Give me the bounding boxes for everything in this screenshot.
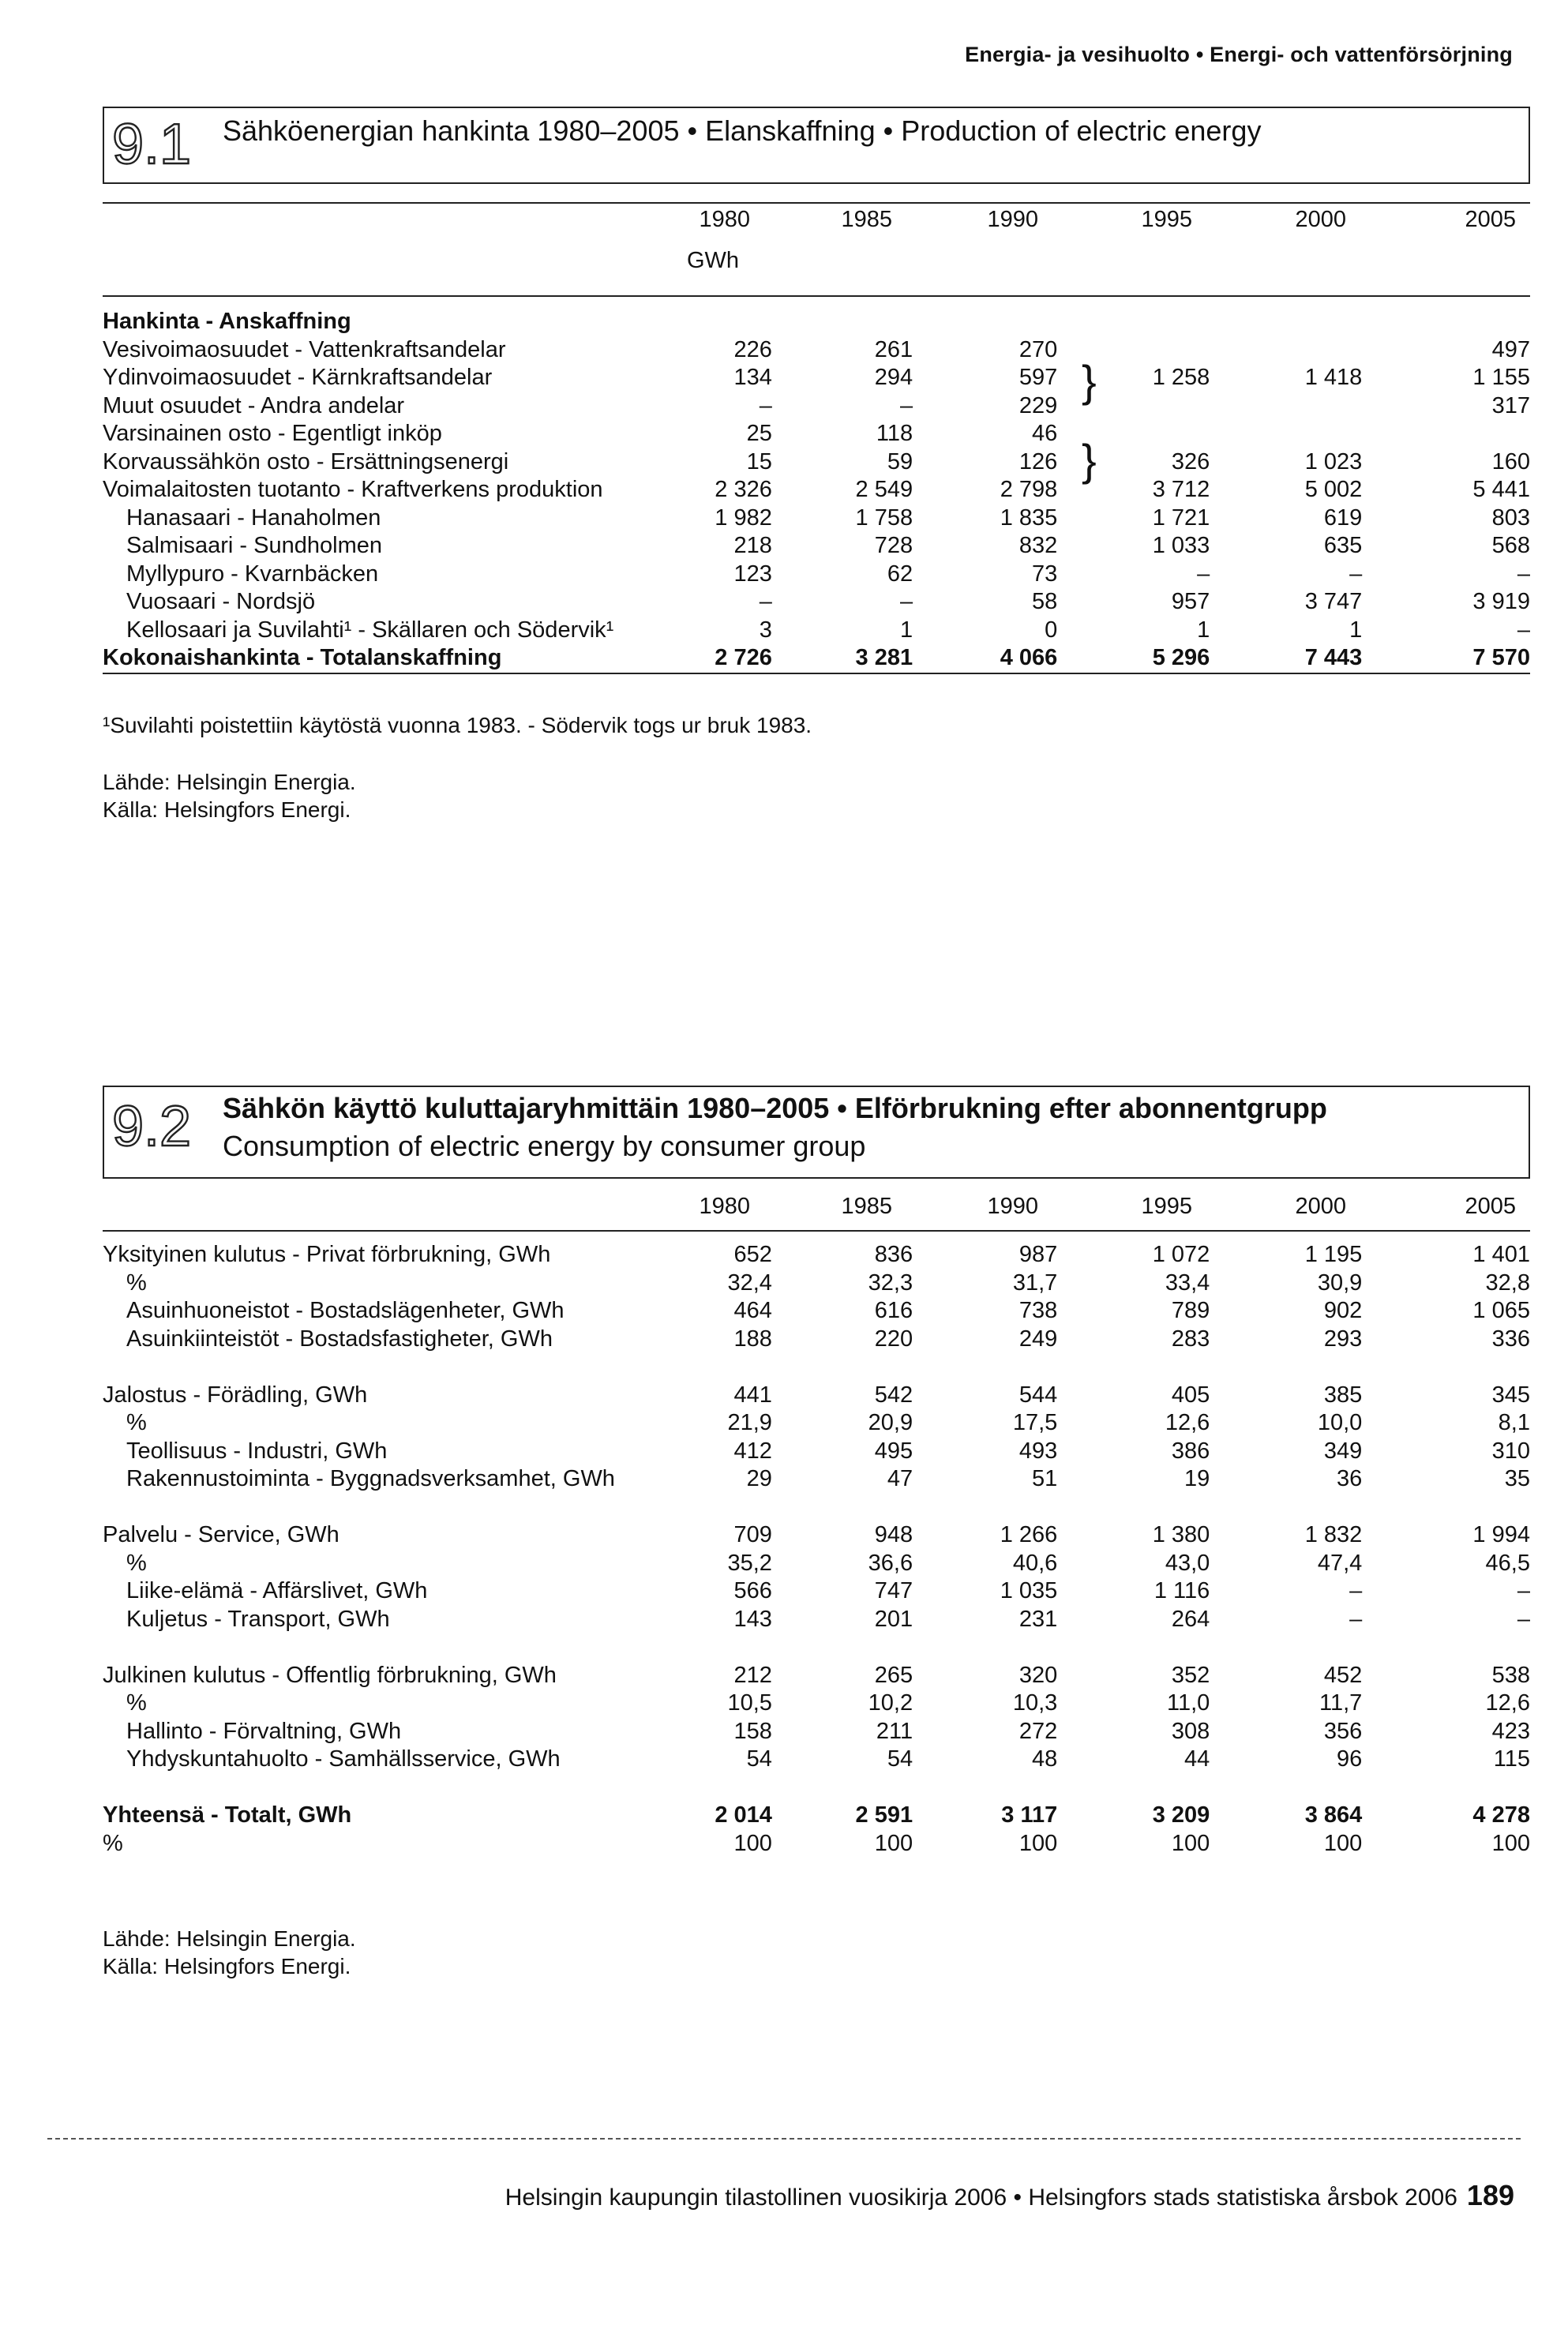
section-badge-icon xyxy=(109,1090,219,1160)
cell-value: – xyxy=(1349,561,1363,587)
cell-value: 1 380 xyxy=(1152,1522,1210,1547)
cell-value: 46 xyxy=(1032,421,1058,446)
table-row xyxy=(103,644,1530,673)
cell-value: 738 xyxy=(1018,1298,1058,1323)
cell-value: 464 xyxy=(733,1298,772,1323)
cell-value: 423 xyxy=(1491,1718,1530,1744)
cell-value: 100 xyxy=(733,1830,772,1856)
cell-value: 1 982 xyxy=(715,504,772,531)
running-title: Energia- ja vesihuolto • Energi- och vattenförsörjning xyxy=(965,43,1513,66)
table-row xyxy=(103,1521,1530,1550)
table1-footnote: ¹Suvilahti poistettiin käytöstä vuonna 1983. - Södervik togs ur bruk 1983. xyxy=(103,713,812,737)
svg-text:9.1: 9.1 xyxy=(112,113,192,176)
cell-value: 264 xyxy=(1171,1606,1210,1632)
cell-value: 349 xyxy=(1323,1438,1363,1464)
row-label: Rakennustoiminta - Byggnadsverksamhet, GWh xyxy=(126,1466,615,1491)
row-label: Jalostus - Förädling, GWh xyxy=(103,1382,368,1408)
svg-text:9.2: 9.2 xyxy=(112,1095,192,1158)
cell-value: 59 xyxy=(887,448,913,474)
cell-value: 2 326 xyxy=(715,477,772,502)
cell-value: – xyxy=(1517,1578,1530,1603)
year-header: 2000 xyxy=(1295,207,1346,232)
cell-value: 1 065 xyxy=(1472,1298,1530,1323)
cell-value xyxy=(1210,420,1362,448)
year-header: 1985 xyxy=(841,1194,892,1219)
table-row xyxy=(103,1690,1530,1718)
footer-rule xyxy=(47,2138,1521,2140)
cell-value: 497 xyxy=(1491,336,1530,362)
row-label: Kellosaari ja Suvilahti¹ - Skällaren och Södervik¹ xyxy=(126,617,614,643)
cell-value: 1 116 xyxy=(1153,1578,1210,1603)
cell-value: 902 xyxy=(1323,1298,1363,1323)
table-row xyxy=(103,1830,1530,1858)
row-label: Muut osuudet - Andra andelar xyxy=(103,392,405,418)
cell-value: 20,9 xyxy=(868,1410,913,1435)
table2-year-header xyxy=(103,1184,1530,1230)
row-label: Yhdyskuntahuolto - Samhällsservice, GWh xyxy=(126,1746,561,1772)
cell-value: 47 xyxy=(887,1466,913,1491)
cell-value: 261 xyxy=(874,336,913,362)
table-row xyxy=(103,1465,1530,1494)
cell-value: 3 209 xyxy=(1152,1802,1210,1828)
cell-value: 836 xyxy=(874,1242,913,1267)
row-label: Hanasaari - Hanaholmen xyxy=(126,504,381,531)
cell-value: 728 xyxy=(874,533,913,558)
cell-value: 568 xyxy=(1491,533,1530,558)
cell-value: 1 758 xyxy=(855,504,913,531)
cell-value: 7 443 xyxy=(1210,644,1362,673)
cell-value: 211 xyxy=(876,1718,913,1744)
cell-value: 3 xyxy=(759,617,772,643)
table-row xyxy=(103,588,1530,617)
table-row xyxy=(103,617,1530,645)
row-label: % xyxy=(126,1270,147,1296)
cell-value: 294 xyxy=(874,365,913,390)
cell-value: 54 xyxy=(746,1746,772,1772)
cell-value: 29 xyxy=(746,1466,772,1491)
cell-value: 2 549 xyxy=(855,477,913,502)
row-label: Hallinto - Förvaltning, GWh xyxy=(126,1718,402,1744)
cell-value: 43,0 xyxy=(1165,1550,1210,1576)
table-row xyxy=(103,1550,1530,1578)
cell-value: 1 xyxy=(899,617,913,643)
cell-value: 17,5 xyxy=(1012,1410,1058,1435)
year-header: 2005 xyxy=(1465,207,1516,232)
cell-value: 10,5 xyxy=(727,1690,772,1716)
cell-value: 616 xyxy=(874,1298,913,1323)
cell-value: 10,2 xyxy=(868,1690,913,1716)
table2-title-box xyxy=(103,1086,1530,1179)
cell-value: 1 401 xyxy=(1472,1242,1530,1267)
cell-value: 48 xyxy=(1032,1746,1058,1772)
table2-body xyxy=(103,1241,1530,1858)
cell-value: 3 281 xyxy=(772,644,913,673)
cell-value xyxy=(1210,336,1362,365)
table1 xyxy=(103,197,1530,674)
year-header: 1980 xyxy=(699,1194,750,1219)
cell-value: 1 994 xyxy=(1472,1522,1530,1547)
row-label: Voimalaitosten tuotanto - Kraftverkens produktion xyxy=(103,477,603,502)
page-number: 189 xyxy=(1466,2179,1514,2211)
cell-value: 2 798 xyxy=(1000,477,1058,502)
rule xyxy=(103,295,1530,297)
spacer-row xyxy=(103,1494,1530,1522)
cell-value: 1 072 xyxy=(1152,1242,1210,1267)
brace-1995: } xyxy=(1082,435,1097,485)
cell-value: 134 xyxy=(733,365,772,390)
cell-value xyxy=(1210,392,1362,421)
cell-value: 5 441 xyxy=(1472,477,1530,502)
table-row xyxy=(103,1606,1530,1634)
cell-value: 317 xyxy=(1491,392,1530,418)
table-row xyxy=(103,532,1530,561)
cell-value xyxy=(1362,420,1530,448)
cell-value: – xyxy=(1349,1606,1363,1632)
cell-value: 12,6 xyxy=(1165,1410,1210,1435)
cell-value: 272 xyxy=(1018,1718,1058,1744)
cell-value: 96 xyxy=(1337,1746,1363,1772)
cell-value: 412 xyxy=(733,1438,772,1464)
row-label: Asuinkiinteistöt - Bostadsfastigheter, GWh xyxy=(126,1326,553,1352)
cell-value: 747 xyxy=(874,1578,913,1603)
cell-value: 11,7 xyxy=(1319,1690,1363,1716)
row-label: Ydinvoimaosuudet - Kärnkraftsandelar xyxy=(103,365,493,390)
cell-value: 1 033 xyxy=(1152,533,1210,558)
cell-value: – xyxy=(899,392,913,418)
cell-value: 493 xyxy=(1018,1438,1058,1464)
cell-value: 40,6 xyxy=(1012,1550,1058,1576)
row-label: % xyxy=(103,1830,123,1856)
cell-value: 123 xyxy=(733,561,772,587)
year-header: 1995 xyxy=(1141,207,1192,232)
cell-value: 0 xyxy=(1045,617,1058,643)
cell-value: 54 xyxy=(887,1746,913,1772)
table-row xyxy=(103,1270,1530,1298)
cell-value: 326 xyxy=(1171,448,1210,474)
cell-value: 5 002 xyxy=(1304,477,1363,502)
cell-value: 3 864 xyxy=(1304,1802,1363,1828)
cell-value: – xyxy=(759,589,772,614)
cell-value: 832 xyxy=(1018,533,1058,558)
cell-value: – xyxy=(1517,617,1530,643)
table1-year-header xyxy=(103,197,1530,237)
spacer-row xyxy=(103,1633,1530,1662)
cell-value: 36 xyxy=(1337,1466,1363,1491)
cell-value: 231 xyxy=(1018,1606,1058,1632)
cell-value: – xyxy=(759,392,772,418)
section-row xyxy=(103,308,1530,336)
year-header: 1990 xyxy=(987,207,1038,232)
table1-title-box xyxy=(103,107,1530,184)
section-badge-icon xyxy=(109,111,219,181)
cell-value: 58 xyxy=(1032,589,1058,614)
cell-value: 158 xyxy=(733,1718,772,1744)
cell-value: 1 266 xyxy=(1000,1522,1058,1547)
year-header: 1990 xyxy=(987,1194,1038,1219)
cell-value: 4 066 xyxy=(913,644,1057,673)
cell-value: 386 xyxy=(1171,1438,1210,1464)
table-row xyxy=(103,392,1530,421)
table1-source-sv: Källa: Helsingfors Energi. xyxy=(103,797,351,822)
cell-value: 8,1 xyxy=(1498,1410,1530,1435)
cell-value: 10,0 xyxy=(1317,1410,1363,1435)
cell-value: 1 155 xyxy=(1472,365,1530,390)
cell-value: 115 xyxy=(1493,1746,1530,1772)
cell-value: 957 xyxy=(1171,589,1210,614)
row-label: Varsinainen osto - Egentligt inköp xyxy=(103,421,442,446)
table1-body xyxy=(103,308,1530,674)
cell-value: 310 xyxy=(1491,1438,1530,1464)
table-row xyxy=(103,420,1530,448)
cell-value: 1 035 xyxy=(1000,1578,1058,1603)
row-label: Yhteensä - Totalt, GWh xyxy=(103,1802,352,1828)
year-header: 2000 xyxy=(1295,1194,1346,1219)
year-header: 2005 xyxy=(1465,1194,1516,1219)
cell-value: 30,9 xyxy=(1317,1270,1363,1296)
year-header: 1995 xyxy=(1141,1194,1192,1219)
cell-value: 218 xyxy=(733,533,772,558)
row-label: Yksityinen kulutus - Privat förbrukning, GWh xyxy=(103,1242,551,1267)
table-row xyxy=(103,504,1530,533)
cell-value: 2 726 xyxy=(693,644,772,673)
cell-value: 385 xyxy=(1323,1382,1363,1408)
cell-value: 35 xyxy=(1504,1466,1530,1491)
cell-value: – xyxy=(1517,561,1530,587)
cell-value: 948 xyxy=(874,1522,913,1547)
table-row xyxy=(103,1297,1530,1326)
table-row xyxy=(103,476,1530,504)
cell-value: 32,3 xyxy=(868,1270,913,1296)
table-row xyxy=(103,1802,1530,1830)
cell-value: 452 xyxy=(1323,1662,1363,1688)
cell-value: 10,3 xyxy=(1012,1690,1058,1716)
table2-subtitle: Consumption of electric energy by consumer group xyxy=(223,1130,866,1162)
row-label: Vesivoimaosuudet - Vattenkraftsandelar xyxy=(103,336,506,362)
cell-value: 789 xyxy=(1171,1298,1210,1323)
row-label: Julkinen kulutus - Offentlig förbrukning, GWh xyxy=(103,1662,557,1688)
row-label: Kuljetus - Transport, GWh xyxy=(126,1606,390,1632)
cell-value: 542 xyxy=(874,1382,913,1408)
cell-value: 265 xyxy=(874,1662,913,1688)
brace-1995: } xyxy=(1082,356,1097,406)
cell-value: 25 xyxy=(746,421,772,446)
cell-value: 1 832 xyxy=(1304,1522,1363,1547)
cell-value: 1 721 xyxy=(1152,504,1210,531)
cell-value: 100 xyxy=(1171,1830,1210,1856)
table-row xyxy=(103,1662,1530,1690)
cell-value: 220 xyxy=(874,1326,913,1352)
cell-value: 709 xyxy=(733,1522,772,1547)
cell-value: 15 xyxy=(746,448,772,474)
year-header: 1980 xyxy=(699,207,750,232)
cell-value: 5 296 xyxy=(1057,644,1210,673)
row-label: Kokonaishankinta - Totalanskaffning xyxy=(103,644,693,673)
cell-value: 33,4 xyxy=(1165,1270,1210,1296)
table-row xyxy=(103,1746,1530,1774)
cell-value: 118 xyxy=(876,421,913,446)
cell-value xyxy=(1057,392,1210,421)
cell-value: 19 xyxy=(1184,1466,1210,1491)
cell-value: – xyxy=(899,589,913,614)
cell-value: 201 xyxy=(874,1606,913,1632)
row-label: Teollisuus - Industri, GWh xyxy=(126,1438,388,1464)
cell-value: 21,9 xyxy=(727,1410,772,1435)
cell-value: 126 xyxy=(1018,448,1058,474)
cell-value: 308 xyxy=(1171,1718,1210,1744)
cell-value: 2 014 xyxy=(715,1802,772,1828)
cell-value: 36,6 xyxy=(868,1550,913,1576)
cell-value: 100 xyxy=(1323,1830,1363,1856)
cell-value: 100 xyxy=(1491,1830,1530,1856)
table-row xyxy=(103,1409,1530,1438)
cell-value: 12,6 xyxy=(1485,1690,1530,1716)
table2 xyxy=(103,1184,1530,1858)
footer xyxy=(505,2179,1514,2212)
table-row xyxy=(103,1241,1530,1270)
table-row xyxy=(103,448,1530,477)
cell-value: 212 xyxy=(733,1662,772,1688)
rule xyxy=(103,1230,1530,1232)
cell-value: 100 xyxy=(874,1830,913,1856)
cell-value: 62 xyxy=(887,561,913,587)
cell-value: 441 xyxy=(733,1382,772,1408)
cell-value: 1 xyxy=(1349,617,1363,643)
cell-value: 32,4 xyxy=(727,1270,772,1296)
row-label: Palvelu - Service, GWh xyxy=(103,1522,339,1547)
cell-value: 249 xyxy=(1018,1326,1058,1352)
table-row xyxy=(103,1382,1530,1410)
cell-value: – xyxy=(1349,1578,1363,1603)
table-row xyxy=(103,336,1530,365)
cell-value: 229 xyxy=(1018,392,1058,418)
table2-title: Sähkön käyttö kuluttajaryhmittäin 1980–2005 • Elförbrukning efter abonnentgrupp xyxy=(223,1092,1327,1124)
cell-value: 336 xyxy=(1491,1326,1530,1352)
row-label: Asuinhuoneistot - Bostadslägenheter, GWh xyxy=(126,1298,565,1323)
cell-value: 44 xyxy=(1184,1746,1210,1772)
row-label: % xyxy=(126,1410,147,1435)
cell-value: 35,2 xyxy=(727,1550,772,1576)
cell-value: 3 747 xyxy=(1304,589,1363,614)
cell-value: 3 919 xyxy=(1472,589,1530,614)
section-label: Hankinta - Anskaffning xyxy=(103,309,351,334)
spacer-row xyxy=(103,1774,1530,1802)
cell-value: 356 xyxy=(1323,1718,1363,1744)
year-header: 1985 xyxy=(841,207,892,232)
cell-value: 803 xyxy=(1491,504,1530,531)
cell-value: 51 xyxy=(1032,1466,1058,1491)
cell-value: 1 023 xyxy=(1304,448,1363,474)
table-row xyxy=(103,1438,1530,1466)
cell-value: 405 xyxy=(1171,1382,1210,1408)
table-row xyxy=(103,561,1530,589)
cell-value: 352 xyxy=(1171,1662,1210,1688)
cell-value: 1 195 xyxy=(1304,1242,1363,1267)
cell-value: 544 xyxy=(1018,1382,1058,1408)
table2-source-sv: Källa: Helsingfors Energi. xyxy=(103,1954,351,1978)
cell-value: – xyxy=(1517,1606,1530,1632)
table2-source-fi: Lähde: Helsingin Energia. xyxy=(103,1926,356,1951)
cell-value: 11,0 xyxy=(1166,1690,1210,1716)
cell-value: 46,5 xyxy=(1485,1550,1530,1576)
cell-value: 143 xyxy=(733,1606,772,1632)
cell-value: 4 278 xyxy=(1472,1802,1530,1828)
table1-title: Sähköenergian hankinta 1980–2005 • Elanskaffning • Production of electric energy xyxy=(223,114,1262,147)
footer-text: Helsingin kaupungin tilastollinen vuosikirja 2006 • Helsingfors stads statistiska årsbok 2006 xyxy=(505,2185,1457,2211)
cell-value: 597 xyxy=(1018,365,1058,390)
cell-value xyxy=(1057,420,1210,448)
cell-value: 495 xyxy=(874,1438,913,1464)
cell-value: 73 xyxy=(1032,561,1058,587)
table1-source-fi: Lähde: Helsingin Energia. xyxy=(103,770,356,794)
cell-value: 345 xyxy=(1491,1382,1530,1408)
cell-value: 100 xyxy=(1018,1830,1058,1856)
row-label: Myllypuro - Kvarnbäcken xyxy=(126,561,379,587)
cell-value: 32,8 xyxy=(1485,1270,1530,1296)
cell-value: 987 xyxy=(1018,1242,1058,1267)
cell-value: 2 591 xyxy=(855,1802,913,1828)
table-row xyxy=(103,1718,1530,1746)
cell-value: 652 xyxy=(733,1242,772,1267)
row-label: Vuosaari - Nordsjö xyxy=(126,589,316,614)
cell-value: 538 xyxy=(1491,1662,1530,1688)
cell-value xyxy=(1057,336,1210,365)
cell-value: 3 117 xyxy=(1001,1802,1058,1828)
cell-value: 188 xyxy=(733,1326,772,1352)
cell-value: 31,7 xyxy=(1012,1270,1058,1296)
cell-value: 619 xyxy=(1323,504,1363,531)
row-label: % xyxy=(126,1690,147,1716)
table-row xyxy=(103,364,1530,392)
cell-value: 1 835 xyxy=(1000,504,1058,531)
cell-value: 1 418 xyxy=(1304,365,1363,390)
cell-value: 283 xyxy=(1171,1326,1210,1352)
cell-value: 635 xyxy=(1323,533,1363,558)
cell-value: 47,4 xyxy=(1317,1550,1363,1576)
cell-value: 1 xyxy=(1197,617,1210,643)
row-label: Korvaussähkön osto - Ersättningsenergi xyxy=(103,448,509,474)
table-row xyxy=(103,1577,1530,1606)
cell-value: 7 570 xyxy=(1362,644,1530,673)
cell-value: 1 258 xyxy=(1152,365,1210,390)
unit-label: GWh xyxy=(687,248,740,273)
cell-value: 566 xyxy=(733,1578,772,1603)
cell-value: 293 xyxy=(1323,1326,1363,1352)
table-row xyxy=(103,1326,1530,1354)
cell-value: 270 xyxy=(1018,336,1058,362)
cell-value: 320 xyxy=(1018,1662,1058,1688)
row-label: Salmisaari - Sundholmen xyxy=(126,533,382,558)
cell-value: 226 xyxy=(733,336,772,362)
row-label: Liike-elämä - Affärslivet, GWh xyxy=(126,1578,428,1603)
cell-value: 3 712 xyxy=(1152,477,1210,502)
cell-value: 160 xyxy=(1491,448,1530,474)
spacer-row xyxy=(103,1353,1530,1382)
cell-value: – xyxy=(1197,561,1210,587)
row-label: % xyxy=(126,1550,147,1576)
